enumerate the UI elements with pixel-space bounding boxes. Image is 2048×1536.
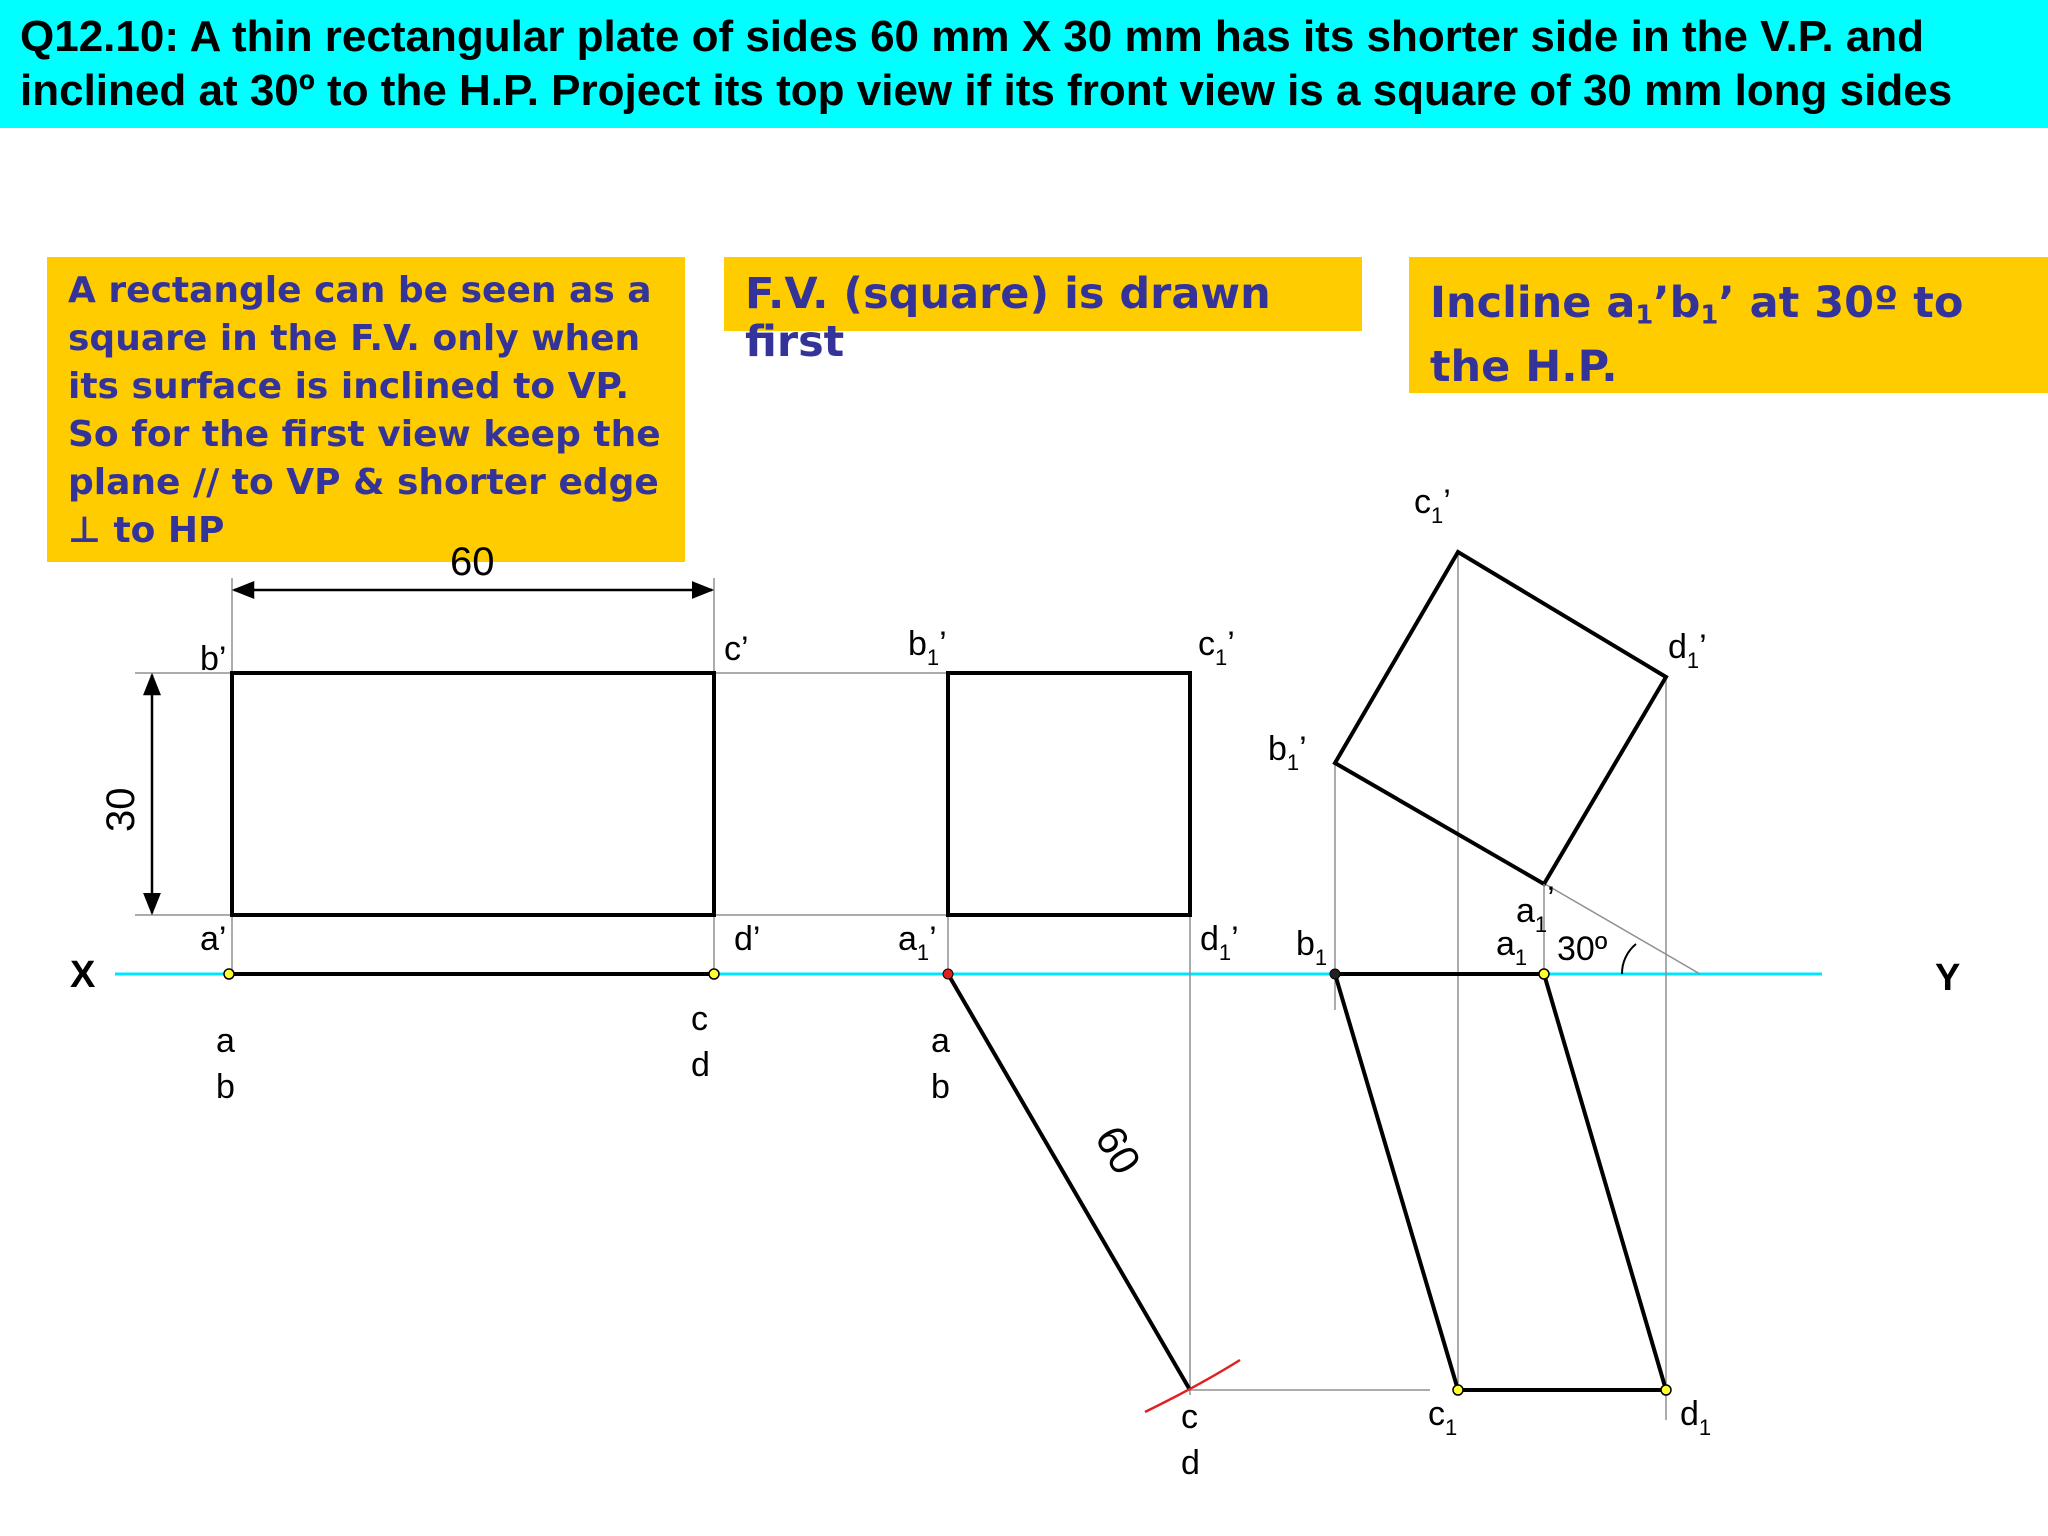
label-view3-d1-prime: $d_1$’ <box>1668 628 1707 673</box>
question-title: Q12.10: A thin rectangular plate of sides 60 mm X 30 mm has its shorter side in the V.P. and inclined at 30º to the H.P. Project its top view if its front view is a square of 30 mm long sides <box>20 12 1953 115</box>
label-a1-prime: $a_1$’ <box>898 920 937 965</box>
y-label: Y <box>1935 957 1961 999</box>
note-fv-square-text: F.V. (square) is drawn first <box>745 269 1271 367</box>
label-view3-c1: $c_1$ <box>1428 1395 1458 1440</box>
label-d1-prime: $d_1$’ <box>1200 920 1239 965</box>
label-c-prime: c’ <box>724 630 749 668</box>
label-view3-b1: $b_1$ <box>1296 925 1328 970</box>
label-c: c <box>691 1000 708 1038</box>
note-incline-text: Incline $a_1’b_1$’ at 30º to the H.P. <box>1430 278 1964 392</box>
note-first-view-text: A rectangle can be seen as a square in the F.V. only when its surface is inclined to VP. So for the first view keep the plane // to VP & shorter edge ⊥ to HP <box>68 270 661 551</box>
view3-construction-lines <box>1335 552 1700 1420</box>
label-b: b <box>216 1068 235 1106</box>
dimension-30-label: 30 <box>99 787 143 832</box>
label-view2-a: a <box>931 1022 950 1060</box>
x-label: X <box>70 954 96 996</box>
label-a: a <box>216 1022 235 1060</box>
view3-front-view-inclined-square <box>1335 552 1666 884</box>
view3-point-c1 <box>1453 1385 1463 1395</box>
view3-point-a1 <box>1539 969 1549 979</box>
view2-top-view-line <box>948 974 1190 1390</box>
view3-point-d1 <box>1661 1385 1671 1395</box>
label-a-prime: a’ <box>200 920 227 958</box>
dimension-inclined-60-label: 60 <box>1086 1118 1151 1182</box>
dimension-angle-label: 30º <box>1557 930 1608 968</box>
label-view3-c1-prime: $c_1$’ <box>1414 483 1451 528</box>
label-view2-b: b <box>931 1068 950 1106</box>
view1-front-view-rectangle <box>232 673 714 915</box>
label-view3-a1: $a_1$ <box>1496 925 1528 970</box>
label-d: d <box>691 1046 710 1084</box>
view3-top-view-parallelogram <box>1335 974 1666 1390</box>
view3-point-b1 <box>1330 969 1340 979</box>
view3-angle-arc <box>1622 944 1636 974</box>
label-c1-prime: $c_1$’ <box>1198 625 1235 670</box>
label-view2-d: d <box>1181 1444 1200 1482</box>
label-b1-prime: $b_1$’ <box>908 625 947 670</box>
label-d-prime: d’ <box>734 920 761 958</box>
view1-point-cd <box>709 969 719 979</box>
label-b-prime: b’ <box>200 640 227 678</box>
label-view2-c: c <box>1181 1398 1198 1436</box>
label-view3-d1: $d_1$ <box>1680 1395 1712 1440</box>
label-view3-b1-prime: $b_1$’ <box>1268 730 1307 775</box>
label-view3-a1-prime: $a_1$’ <box>1516 880 1555 937</box>
view2-point-ab <box>943 969 953 979</box>
view1-point-ab <box>224 969 234 979</box>
dimension-60-label: 60 <box>450 540 495 584</box>
view2-front-view-square <box>948 673 1190 915</box>
